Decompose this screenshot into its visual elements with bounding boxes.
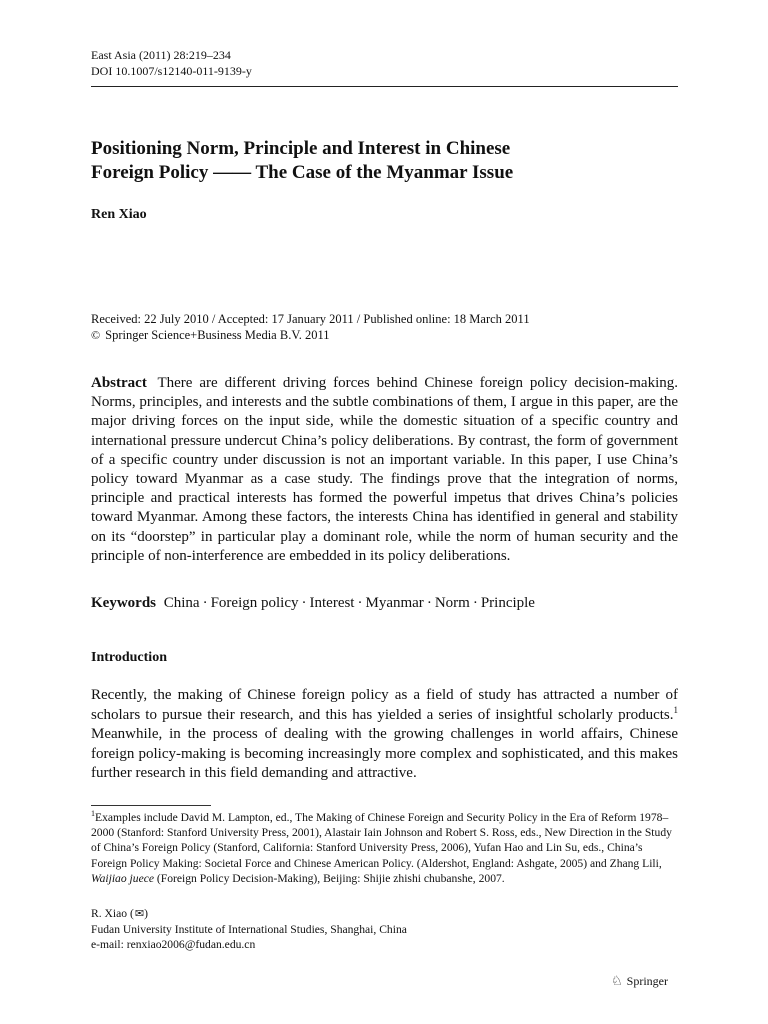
publisher-name: Springer	[626, 973, 668, 988]
chess-knight-icon: ♘	[611, 973, 623, 988]
keyword-item[interactable]: China	[163, 595, 200, 611]
author-affiliation	[91, 906, 407, 953]
title-line-1: Positioning Norm, Principle and Interest in Chinese	[91, 138, 511, 159]
copyright-icon: ©	[91, 328, 101, 342]
keywords-label: Keywords	[91, 595, 156, 611]
keyword-item[interactable]: Norm	[434, 595, 470, 611]
footnote-italic-title: Waijiao juece	[91, 871, 155, 885]
affiliation-name: R. Xiao	[91, 907, 128, 920]
publication-history	[91, 311, 530, 343]
author-name[interactable]: Ren Xiao	[91, 207, 147, 222]
keyword-separator: ·	[202, 595, 208, 611]
email-label: e-mail:	[91, 938, 124, 952]
keyword-separator: ·	[301, 595, 307, 611]
affiliation-email-line	[91, 937, 407, 952]
footnote-number: 1	[91, 809, 95, 819]
journal-volume: East Asia (2011) 28:219–234	[91, 48, 231, 62]
title-line-2: Foreign Policy —— The Case of the Myanmar Issue	[91, 162, 514, 183]
intro-text-after: Meanwhile, in the process of dealing with the growing challenges in world affairs, Chinese foreign policy-making is becoming increasingly more complex and sophisticated, and this makes further research in this field demanding and attractive.	[91, 726, 678, 782]
copyright-text: Springer Science+Business Media B.V. 2011	[105, 328, 330, 342]
keyword-item[interactable]: Principle	[480, 595, 535, 611]
affiliation-name-line: R. Xiao (✉)	[91, 906, 407, 922]
footnote-text-after: (Foreign Policy Decision-Making), Beijing: Shijie zhishi chubanshe, 2007.	[154, 871, 505, 885]
intro-text-before: Recently, the making of Chinese foreign policy as a field of study has attracted a number of scholars to pursue their research, and this has yielded a series of insightful scholarly products.	[91, 687, 678, 723]
keyword-item[interactable]: Myanmar	[365, 595, 424, 611]
keywords	[91, 595, 678, 612]
email-link[interactable]: renxiao2006@fudan.edu.cn	[126, 938, 256, 952]
header-divider	[91, 86, 678, 87]
keyword-separator: ·	[426, 595, 432, 611]
section-heading-introduction: Introduction	[91, 650, 167, 665]
publisher-logo	[611, 973, 668, 989]
introduction-paragraph	[91, 686, 678, 784]
keyword-list	[164, 595, 535, 611]
affiliation-institution: Fudan University Institute of International Studies, Shanghai, China	[91, 923, 407, 937]
footnote	[91, 810, 681, 886]
abstract-label: Abstract	[91, 375, 147, 391]
footnote-divider	[91, 805, 211, 806]
keyword-separator: ·	[357, 595, 363, 611]
article-title	[91, 137, 681, 185]
copyright-line	[91, 327, 530, 343]
abstract-text: There are different driving forces behind Chinese foreign policy decision-making. Norms, principles, and interests and the subtle combinations of them, I argue in this paper, are the major driving forces on the input side, while the domestic situation of a specific country and international pressure undercut China’s policy deliberations. By contrast, the form of government of a specific country under discussion is not an important variable. In this paper, I use China’s policy toward Myanmar as a case study. The findings prove that the integration of norms, principle and practical interests has formed the powerful impetus that drives China’s policies toward Myanmar. Among these factors, the interests China has identified in general and stability on its “doorstep” in particular play a dominant role, while the norm of human security and the principle of non-interference are embedded in its policy deliberations.	[91, 375, 679, 564]
journal-citation	[91, 47, 252, 79]
date-line: Received: 22 July 2010 / Accepted: 17 January 2011 / Published online: 18 March 2011	[91, 312, 530, 326]
footnote-reference[interactable]: 1	[673, 704, 678, 715]
keyword-separator: ·	[472, 595, 478, 611]
abstract	[91, 374, 678, 566]
envelope-icon[interactable]: ✉	[134, 908, 145, 920]
keyword-item[interactable]: Interest	[309, 595, 355, 611]
footnote-text-before: Examples include David M. Lampton, ed., The Making of Chinese Foreign and Security Policy in the Era of Reform 1978–2000 (Stanford: Stanford University Press, 2001), Alastair Iain Johnson and Robert S. Ross, eds., New Direction in the Study of China’s Foreign Policy (Stanford, California: Stanford University Press, 2006), Yufan Hao and Lin Su, eds., China’s Foreign Policy Making: Societal Force and Chinese American Policy. (Aldershot, England: Ashgate, 2005) and Zhang Lili,	[91, 811, 672, 870]
doi-link[interactable]: DOI 10.1007/s12140-011-9139-y	[91, 64, 252, 78]
keyword-item[interactable]: Foreign policy	[210, 595, 299, 611]
